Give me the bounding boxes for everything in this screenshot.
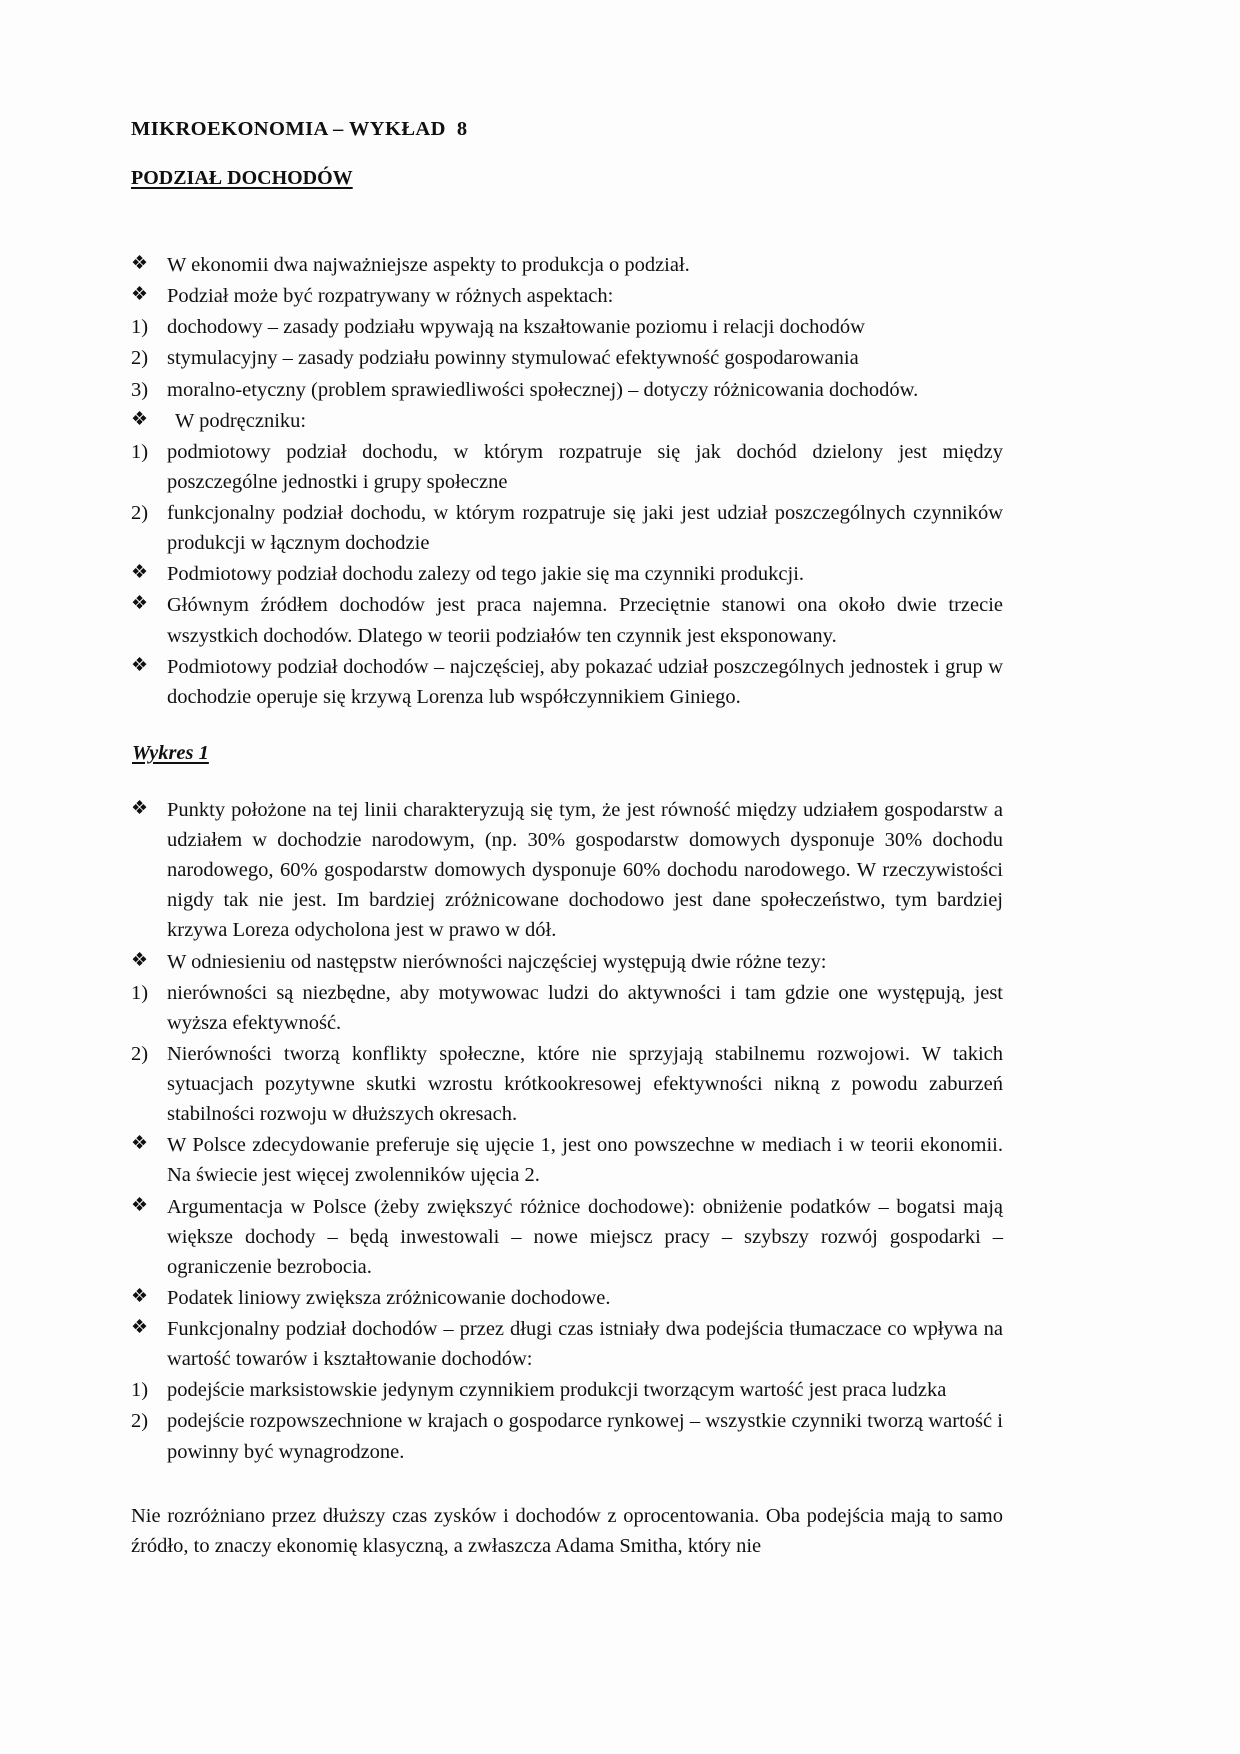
- bullet-list-item: [131, 652, 1003, 712]
- list-item-text: Podmiotowy podział dochodów – najczęściej, aby pokazać udział poszczególnych jednostek i grup w dochodzie operuje się krzywą Lorenza lub współczynnikiem Giniego.: [167, 655, 1003, 708]
- bullet-list-item: [131, 1314, 1003, 1374]
- page-title: MIKROEKONOMIA – WYKŁAD 8: [131, 118, 468, 140]
- sub-heading: Wykres 1: [132, 741, 209, 764]
- numbered-list-item: [131, 312, 1003, 342]
- bullet-list-item: [131, 1283, 1003, 1313]
- list-item-text: Argumentacja w Polsce (żeby zwiększyć różnice dochodowe): obniżenie podatków – bogatsi mają większe dochody – będą inwestowali – nowe miejscz pracy – szybszy rozwój gospodarki – ograniczenie bezrobocia.: [167, 1195, 1003, 1278]
- list-number-marker: 1): [131, 1379, 149, 1402]
- numbered-list-item: [131, 498, 1003, 558]
- closing-paragraph: Nie rozróżniano przez dłuższy czas zysków i dochodów z oprocentowania. Oba podejścia mają to samo źródło, to znaczy ekonomię klasyczną, a zwłaszcza Adama Smitha, który nie: [131, 1504, 1003, 1557]
- diamond-bullet-icon: ❖: [131, 593, 149, 615]
- list-item-text: Podatek liniowy zwiększa zróżnicowanie dochodowe.: [167, 1286, 611, 1309]
- diamond-bullet-icon: ❖: [131, 408, 149, 430]
- numbered-list-item: [131, 1039, 1003, 1129]
- list-item-text: stymulacyjny – zasady podziału powinny stymulować efektywność gospodarowania: [167, 347, 859, 370]
- bullet-list-item: [131, 559, 1003, 589]
- bullet-list-item: [131, 947, 1003, 977]
- list-item-text: W ekonomii dwa najważniejsze aspekty to produkcja o podział.: [167, 254, 690, 276]
- list-item-text: Podmiotowy podział dochodu zalezy od tego jakie się ma czynniki produkcji.: [167, 563, 805, 586]
- list-item-text: Podział może być rozpatrywany w różnych aspektach:: [167, 285, 614, 308]
- bullet-list-item: [131, 1192, 1003, 1282]
- numbered-list-item: [131, 1406, 1003, 1466]
- list-item-text: nierówności są niezbędne, aby motywowac ludzi do aktywności i tam gdzie one występują, jest wyższa efektywność.: [167, 981, 1003, 1034]
- diamond-bullet-icon: ❖: [131, 284, 149, 306]
- diamond-bullet-icon: ❖: [131, 654, 149, 676]
- list-number-marker: 2): [131, 1410, 149, 1433]
- list-item-text: podmiotowy podział dochodu, w którym rozpatruje się jak dochód dzielony jest między poszczególne jednostki i grupy społeczne: [167, 440, 1003, 493]
- diamond-bullet-icon: ❖: [131, 562, 149, 584]
- numbered-list-item: [131, 978, 1003, 1038]
- diamond-bullet-icon: ❖: [131, 1285, 149, 1307]
- bullet-list-item: [131, 795, 1003, 946]
- list-item-text: Funkcjonalny podział dochodów – przez długi czas istniały dwa podejścia tłumaczace co wpływa na wartość towarów i kształtowanie dochodów:: [167, 1318, 1003, 1371]
- list-number-marker: 3): [131, 378, 149, 401]
- bullet-list-item: [131, 250, 1003, 280]
- diamond-bullet-icon: ❖: [131, 949, 149, 971]
- bullet-list-item: [131, 590, 1003, 650]
- list-number-marker: 2): [131, 1042, 149, 1065]
- diamond-bullet-icon: ❖: [131, 1133, 149, 1155]
- list-item-text: dochodowy – zasady podziału wpywają na kszałtowanie poziomu i relacji dochodów: [167, 316, 865, 339]
- list-item-text: podejście rozpowszechnione w krajach o gospodarce rynkowej – wszystkie czynniki tworzą wartość i powinny być wynagrodzone.: [167, 1410, 1003, 1463]
- list-number-marker: 1): [131, 981, 149, 1004]
- numbered-list-item: [131, 437, 1003, 497]
- diamond-bullet-icon: ❖: [131, 1194, 149, 1216]
- sub-heading-wrap: [131, 742, 1003, 765]
- list-number-marker: 2): [131, 347, 149, 370]
- list-number-marker: 2): [131, 502, 149, 524]
- bullet-list-bottom: [131, 795, 1003, 1467]
- numbered-list-item: [131, 375, 1003, 405]
- bullet-list-top: [131, 250, 1003, 712]
- list-item-text: moralno-etyczny (problem sprawiedliwości społecznej) – dotyczy różnicowania dochodów.: [167, 378, 919, 401]
- section-heading: PODZIAŁ DOCHODÓW: [131, 167, 353, 189]
- list-item-text: podejście marksistowskie jedynym czynnikiem produkcji tworzącym wartość jest praca ludzka: [167, 1379, 947, 1402]
- list-item-text: W Polsce zdecydowanie preferuje się ujęcie 1, jest ono powszechne w mediach i w teorii ekonomii. Na świecie jest więcej zwolenników ujęcia 2.: [167, 1134, 1003, 1187]
- diamond-bullet-icon: ❖: [131, 797, 149, 819]
- list-item-text: funkcjonalny podział dochodu, w którym rozpatruje się jaki jest udział poszczególnych czynników produkcji w łącznym dochodzie: [167, 502, 1003, 555]
- diamond-bullet-icon: ❖: [131, 253, 149, 274]
- bullet-list-item: [131, 281, 1003, 311]
- list-item-text: W odniesieniu od następstw nierówności najczęściej występują dwie różne tezy:: [167, 950, 827, 973]
- section-heading-wrap: [131, 167, 1003, 220]
- list-item-text: W podręczniku:: [175, 409, 307, 432]
- diamond-bullet-icon: ❖: [131, 1317, 149, 1338]
- document-body: [131, 118, 1003, 1561]
- list-item-text: Punkty położone na tej linii charakteryzują się tym, że jest równość między udziałem gospodarstw a udziałem w dochodzie narodowym, (np. 30% gospodarstw domowych dysponuje 30% dochodu narodowego, 60% gospodarstw domowych dysponuje 60% dochodu narodowego. W rzeczywistości nigdy tak nie jest. Im bardziej zróżnicowane dochodowo jest dane społeczeństwo, tym bardziej krzywa Loreza odycholona jest w prawo w dół.: [167, 798, 1003, 942]
- bullet-list-item: [131, 406, 1003, 436]
- list-item-text: Głównym źródłem dochodów jest praca najemna. Przeciętnie stanowi ona około dwie trzecie wszystkich dochodów. Dlatego w teorii podziałów ten czynnik jest eksponowany.: [167, 594, 1003, 647]
- bullet-list-item: [131, 1130, 1003, 1190]
- list-number-marker: 1): [131, 316, 149, 339]
- list-item-text: Nierówności tworzą konflikty społeczne, które nie sprzyjają stabilnemu rozwojowi. W takich sytuacjach pozytywne skutki wzrostu krótkookresowej efektywności nikną z powodu zaburzeń stabilności rozwoju w dłuższych okresach.: [167, 1042, 1003, 1126]
- list-number-marker: 1): [131, 440, 149, 463]
- numbered-list-item: [131, 1375, 1003, 1405]
- numbered-list-item: [131, 343, 1003, 373]
